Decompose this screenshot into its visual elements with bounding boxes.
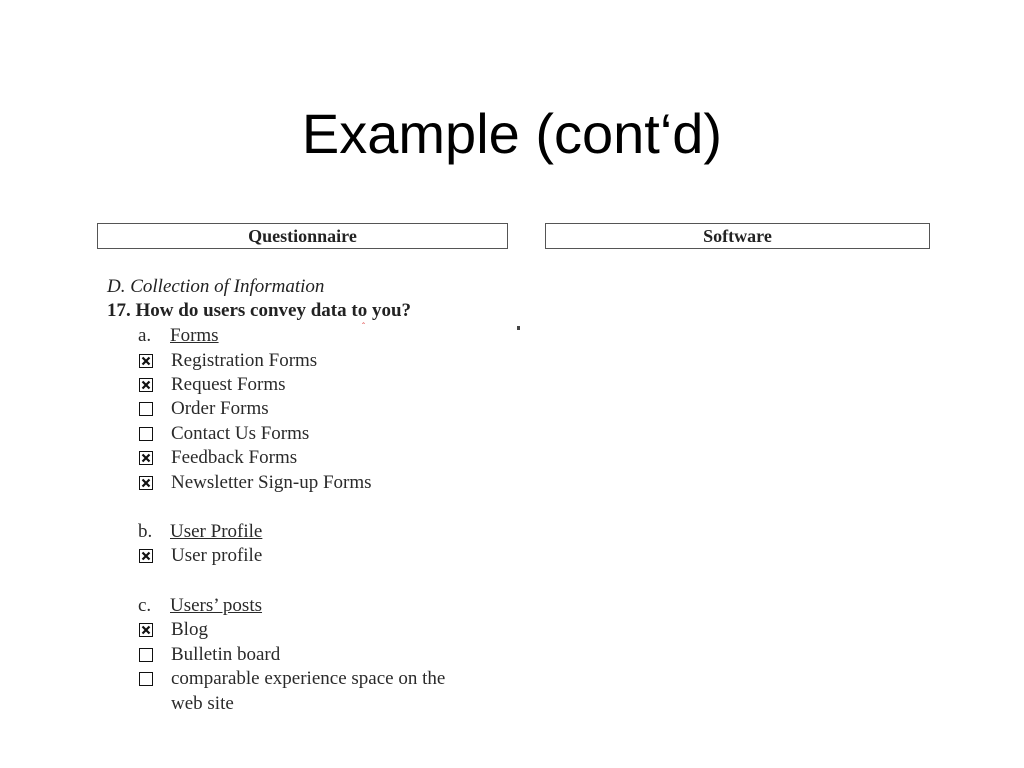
- group-title: Forms: [170, 325, 219, 346]
- group-b-heading: [138, 520, 262, 544]
- checkbox-label: Contact Us Forms: [171, 423, 310, 444]
- check-x-icon: [141, 551, 151, 561]
- checkbox-label: Registration Forms: [171, 350, 318, 371]
- checkbox-blog-checked[interactable]: [139, 623, 153, 637]
- checkbox-feedback-forms-checked[interactable]: [139, 451, 153, 465]
- checkbox-label: comparable experience space on the: [171, 668, 446, 689]
- checkbox-registration-forms-checked[interactable]: [139, 354, 153, 368]
- checkbox-user-profile-checked[interactable]: [139, 549, 153, 563]
- check-x-icon: [141, 625, 151, 635]
- checkbox-newsletter-signup-forms-checked[interactable]: [139, 476, 153, 490]
- checkbox-label-continued: web site: [171, 693, 234, 714]
- questionnaire-header: Questionnaire: [97, 223, 508, 249]
- checkbox-contact-us-forms[interactable]: [139, 427, 153, 441]
- group-c-heading: [138, 594, 262, 618]
- checkbox-label: User profile: [171, 545, 263, 566]
- group-a-heading: [138, 324, 219, 348]
- checkbox-comparable-experience-space[interactable]: [139, 672, 153, 686]
- check-x-icon: [141, 478, 151, 488]
- group-letter: c.: [138, 595, 152, 616]
- red-annotation-mark: ˆ: [362, 321, 365, 331]
- group-letter: b.: [138, 521, 153, 542]
- group-title: User Profile: [170, 521, 263, 542]
- software-header: Software: [545, 223, 930, 249]
- checkbox-label: Request Forms: [171, 374, 286, 395]
- checkbox-label: Blog: [171, 619, 208, 640]
- checkbox-bulletin-board[interactable]: [139, 648, 153, 662]
- checkbox-label: Newsletter Sign-up Forms: [171, 472, 372, 493]
- annotation-mark: [517, 326, 520, 330]
- check-x-icon: [141, 356, 151, 366]
- checkbox-order-forms[interactable]: [139, 402, 153, 416]
- question-17: 17. How do users convey data to you?: [107, 300, 412, 321]
- group-letter: a.: [138, 325, 152, 346]
- check-x-icon: [141, 380, 151, 390]
- checkbox-label: Order Forms: [171, 398, 269, 419]
- slide-title: Example (cont‘d): [301, 102, 723, 165]
- checkbox-label: Bulletin board: [171, 644, 281, 665]
- checkbox-request-forms-checked[interactable]: [139, 378, 153, 392]
- group-title: Users’ posts: [170, 595, 263, 616]
- section-title: D. Collection of Information: [107, 276, 325, 297]
- checkbox-label: Feedback Forms: [171, 447, 298, 468]
- check-x-icon: [141, 453, 151, 463]
